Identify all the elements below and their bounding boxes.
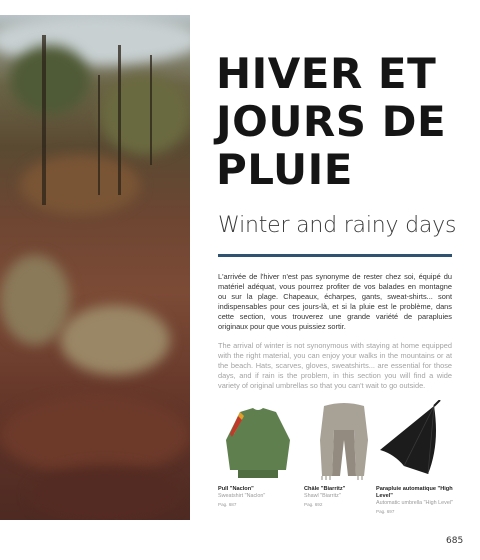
product-ref: Pag. 697 <box>376 509 395 514</box>
cover-photo <box>0 15 190 520</box>
divider-rule <box>218 254 452 257</box>
product-umbrella[interactable] <box>376 400 456 515</box>
product-name-en: Automatic umbrella "High Level" <box>376 500 453 506</box>
product-ref: Pag. 687 <box>218 502 237 507</box>
product-shawl[interactable] <box>304 400 384 508</box>
intro-paragraph-en: The arrival of winter is not synonymous with staying at home equipped with the right material, you can enjoy your walks in the mountains or at the beach. Hats, scarves, gloves, sweatshirts... are essential for those days, and if rain is the problem, in this section you will find a wide variety of original umbrellas so that you can't wait to go outside. <box>218 341 452 390</box>
product-name-en: Sweatshirt "Naclon" <box>218 493 266 499</box>
umbrella-image <box>376 400 456 482</box>
product-name: Châle "Biarritz" <box>304 486 346 492</box>
product-name: Pull "Naclon" <box>218 486 254 492</box>
shawl-image <box>304 400 384 482</box>
page-subtitle: Winter and rainy days <box>218 213 457 238</box>
page-number: 685 <box>446 536 464 546</box>
product-name: Parapluie automatique "High Level" <box>376 486 453 499</box>
product-ref: Pag. 692 <box>304 502 323 507</box>
product-sweater[interactable] <box>218 400 298 508</box>
intro-paragraph-fr: L'arrivée de l'hiver n'est pas synonyme de rester chez soi, équipé du matériel adéquat, vous pourrez profiter de vos balades en montagne ou sur la plage. Chapeaux, écharpes, gants, sweat-shirts... sont indispensables pour ces jours-là, et si la pluie est le problème, dans cette section, vous trouverez une grande variété de parapluies originaux pour que vous puissiez sortir. <box>218 272 452 331</box>
page-title: HIVER ET JOURS DE PLUIE <box>216 49 447 194</box>
product-name-en: Shawl "Biarritz" <box>304 493 341 499</box>
sweater-image <box>218 400 298 482</box>
